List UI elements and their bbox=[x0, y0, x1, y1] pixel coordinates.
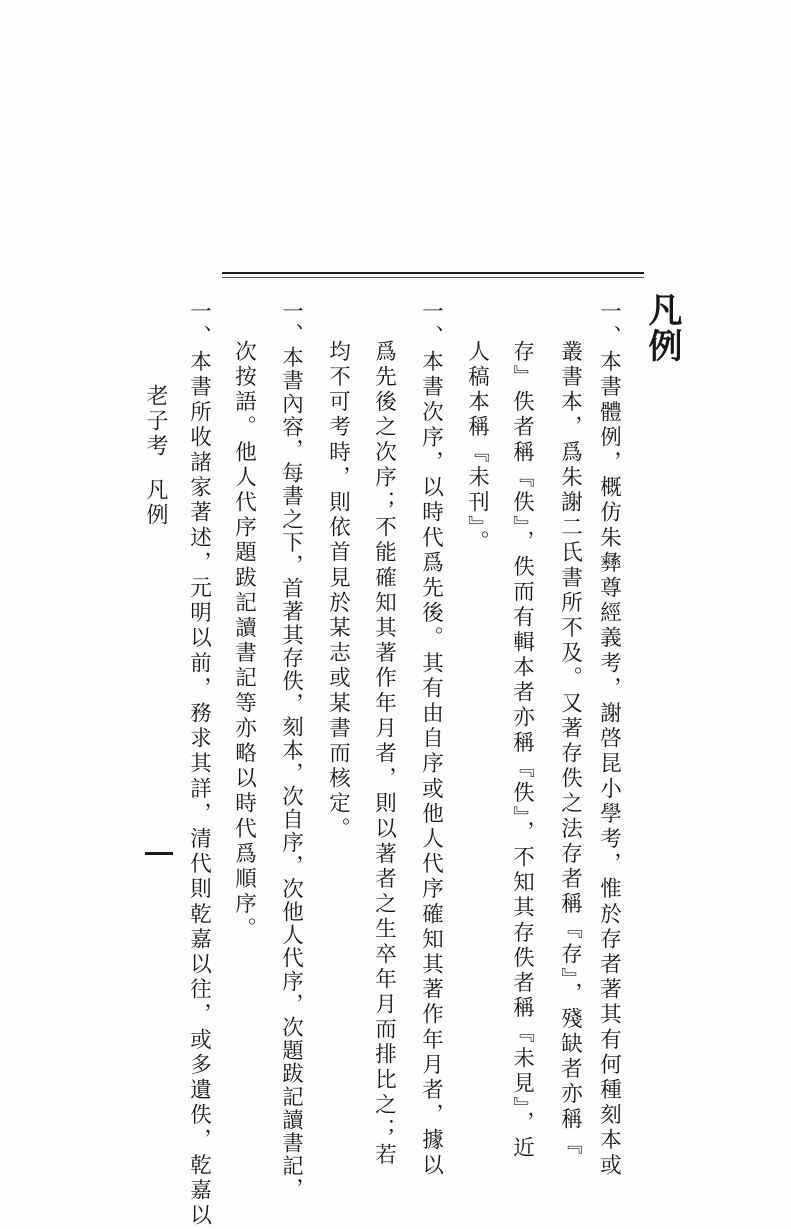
text-column: 人稿本稱『未刊』。 bbox=[464, 340, 490, 556]
footer-book-title: 老子考 bbox=[143, 384, 168, 459]
text-column: 次按語。他人代序題跋記讀書記等亦略以時代爲順序。 bbox=[231, 340, 257, 943]
text-column: 一、本書所收諸家著述，元明以前，務求其詳，清代則乾嘉以往，或多遺佚，乾嘉以 bbox=[186, 300, 212, 1229]
text-column: 一、本書內容，每書之下，首著其存佚，刻本，次自序，次他人代序，次題跋記讀書記， bbox=[278, 300, 304, 1201]
text-column: 一、本書體例，概仿朱彝尊經義考，謝啓昆小學考，惟於存者著其有何種刻本或 bbox=[596, 300, 622, 1179]
text-column: 一、本書次序，以時代爲先後。其有由自序或他人代序確知其著作年月者，據以 bbox=[418, 300, 444, 1179]
text-column: 叢書本，爲朱謝二氏書所不及。又著存佚之法存者稱『存』，殘缺者亦稱『 bbox=[557, 340, 583, 1158]
text-column: 爲先後之次序；不能確知其著作年月者，則以著者之生卒年月而排比之；若 bbox=[371, 340, 397, 1169]
text-column: 存』佚者稱『佚』，佚而有輯本者亦稱『佚』，不知其存佚者稱『未見』，近 bbox=[509, 340, 535, 1162]
footer-section-title: 凡例 bbox=[143, 478, 168, 528]
page-title: 凡例 bbox=[642, 292, 682, 364]
text-column: 均不可考時，則依首見於某志或某書而核定。 bbox=[325, 340, 351, 842]
header-rule bbox=[222, 272, 644, 274]
page-number bbox=[145, 852, 173, 855]
